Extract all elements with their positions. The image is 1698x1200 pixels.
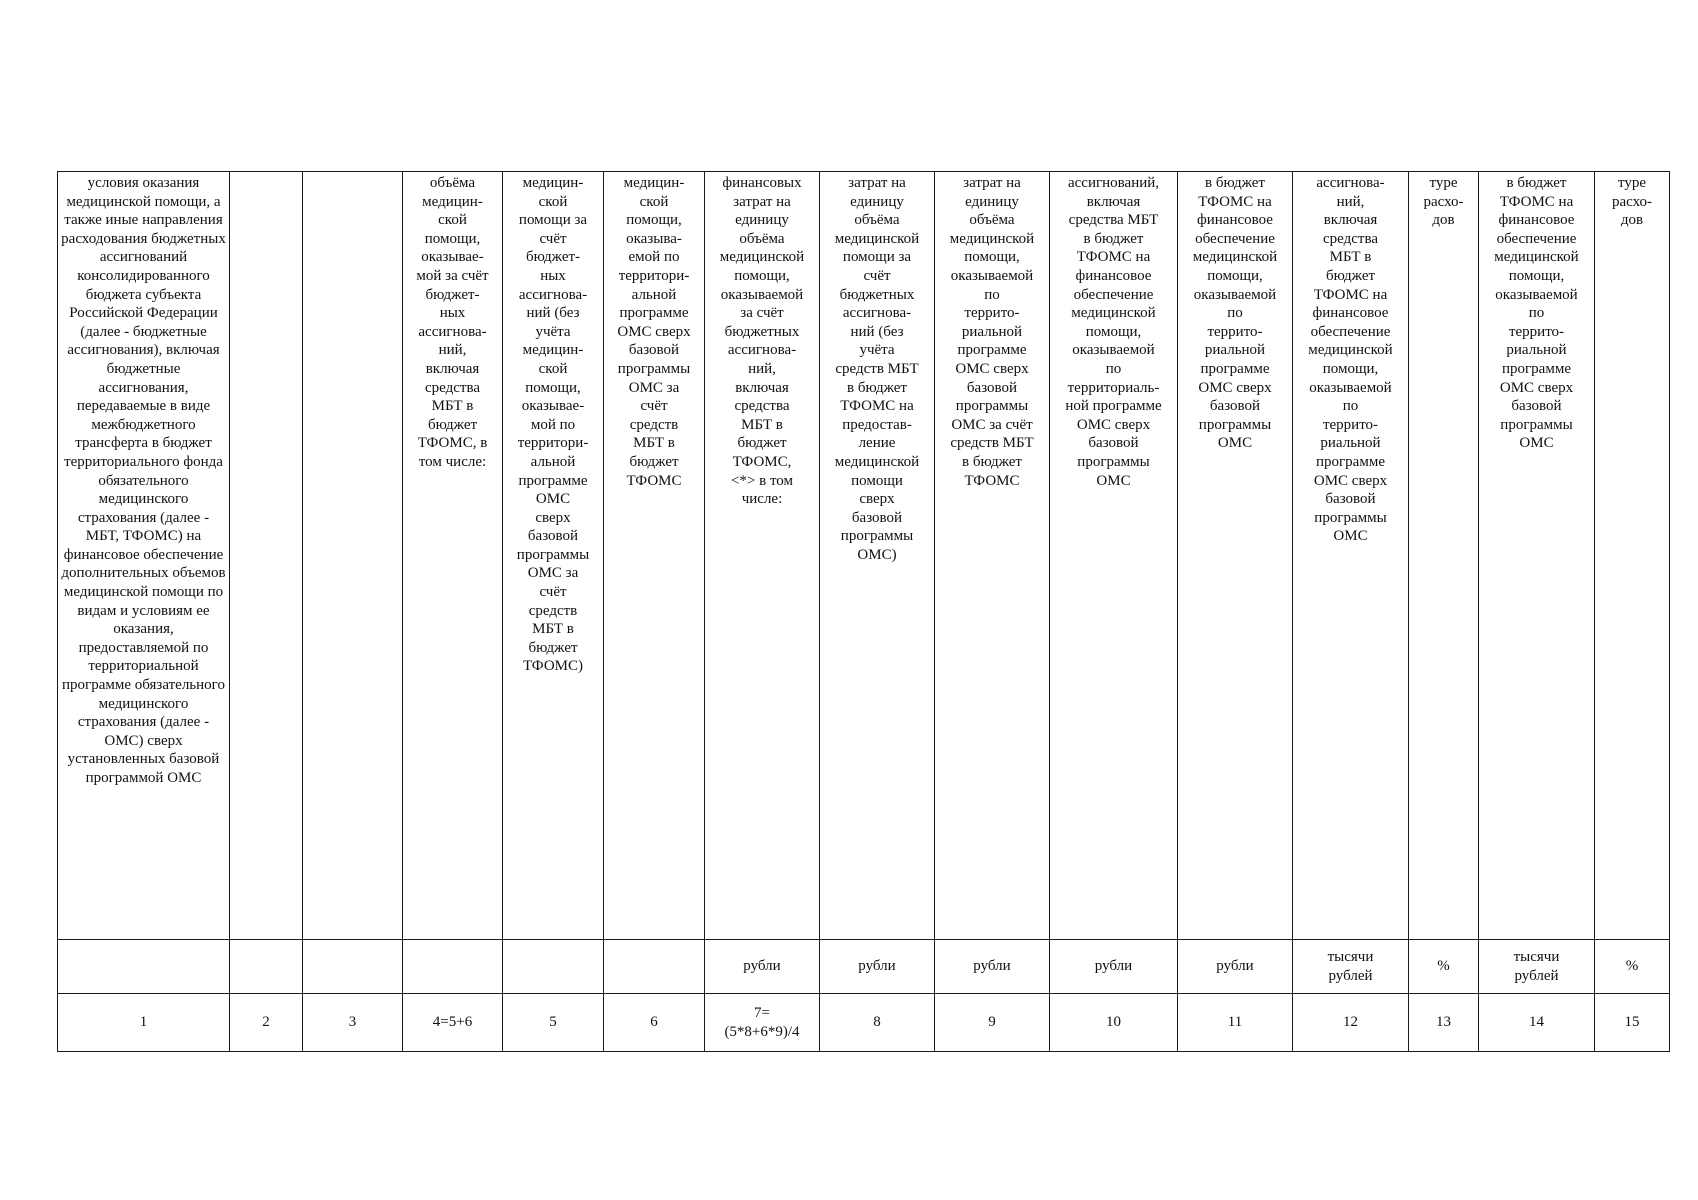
column-number-cell: 8 bbox=[820, 994, 935, 1052]
table-column-numbers-row bbox=[58, 994, 1670, 1052]
header-cell: в бюджет ТФОМС на финансовое обеспечение медицинской помощи, оказываемой по террито- риальной программе ОМС сверх базовой программы ОМС bbox=[1178, 172, 1293, 940]
unit-cell bbox=[503, 940, 604, 994]
header-cell: финансовых затрат на единицу объёма медицинской помощи, оказываемой за счёт бюджетных ассигнова- ний, включая средства МБТ в бюджет ТФОМС, <*> в том числе: bbox=[705, 172, 820, 940]
column-number-cell: 13 bbox=[1409, 994, 1479, 1052]
unit-cell: тысячи рублей bbox=[1293, 940, 1409, 994]
header-cell: объёма медицин- ской помощи, оказывае- мой за счёт бюджет- ных ассигнова- ний, включая средства МБТ в бюджет ТФОМС, в том числе: bbox=[403, 172, 503, 940]
column-number-cell: 2 bbox=[230, 994, 303, 1052]
table-units-row bbox=[58, 940, 1670, 994]
unit-cell: рубли bbox=[935, 940, 1050, 994]
column-number-cell: 7= (5*8+6*9)/4 bbox=[705, 994, 820, 1052]
column-number-cell: 15 bbox=[1595, 994, 1670, 1052]
table-header-row bbox=[58, 172, 1670, 940]
header-cell: условия оказания медицинской помощи, а также иные направления расходования бюджетных ассигнований консолидированного бюджета субъекта Российской Федерации (далее - бюджетные ассигнования), включая бюджетные ассигнования, передаваемые в виде межбюджетного трансферта в бюджет территориального фонда обязательного медицинского страхования (далее - МБТ, ТФОМС) на финансовое обеспечение дополнительных объемов медицинской помощи по видам и условиям ее оказания, предоставляемой по территориальной программе обязательного медицинского страхования (далее - ОМС) сверх установленных базовой программой ОМС bbox=[58, 172, 230, 940]
header-cell: ассигнований, включая средства МБТ в бюджет ТФОМС на финансовое обеспечение медицинской помощи, оказываемой по территориаль- ной программе ОМС сверх базовой программы ОМС bbox=[1050, 172, 1178, 940]
header-cell: затрат на единицу объёма медицинской помощи за счёт бюджетных ассигнова- ний (без учёта средств МБТ в бюджет ТФОМС на предостав- ление медицинской помощи сверх базовой программы ОМС) bbox=[820, 172, 935, 940]
unit-cell: % bbox=[1595, 940, 1670, 994]
column-number-cell: 10 bbox=[1050, 994, 1178, 1052]
column-number-cell: 3 bbox=[303, 994, 403, 1052]
column-number-cell: 1 bbox=[58, 994, 230, 1052]
unit-cell bbox=[303, 940, 403, 994]
column-number-cell: 14 bbox=[1479, 994, 1595, 1052]
column-number-cell: 5 bbox=[503, 994, 604, 1052]
unit-cell bbox=[403, 940, 503, 994]
unit-cell: % bbox=[1409, 940, 1479, 994]
unit-cell bbox=[604, 940, 705, 994]
column-number-cell: 11 bbox=[1178, 994, 1293, 1052]
header-cell: туре расхо- дов bbox=[1409, 172, 1479, 940]
unit-cell: тысячи рублей bbox=[1479, 940, 1595, 994]
header-cell: затрат на единицу объёма медицинской помощи, оказываемой по террито- риальной программе ОМС сверх базовой программы ОМС за счёт средств МБТ в бюджет ТФОМС bbox=[935, 172, 1050, 940]
header-cell: в бюджет ТФОМС на финансовое обеспечение медицинской помощи, оказываемой по террито- риальной программе ОМС сверх базовой программы ОМС bbox=[1479, 172, 1595, 940]
header-cell: медицин- ской помощи за счёт бюджет- ных ассигнова- ний (без учёта медицин- ской помощи, оказывае- мой по территори- альной программе ОМС сверх базовой программы ОМС за счёт средств МБТ в бюджет ТФОМС) bbox=[503, 172, 604, 940]
header-cell: медицин- ской помощи, оказыва- емой по территори- альной программе ОМС сверх базовой программы ОМС за счёт средств МБТ в бюджет ТФОМС bbox=[604, 172, 705, 940]
header-cell bbox=[230, 172, 303, 940]
budget-table bbox=[57, 171, 1670, 1052]
unit-cell: рубли bbox=[1050, 940, 1178, 994]
column-number-cell: 4=5+6 bbox=[403, 994, 503, 1052]
unit-cell: рубли bbox=[705, 940, 820, 994]
column-number-cell: 6 bbox=[604, 994, 705, 1052]
header-cell: туре расхо- дов bbox=[1595, 172, 1670, 940]
column-number-cell: 9 bbox=[935, 994, 1050, 1052]
column-number-cell: 12 bbox=[1293, 994, 1409, 1052]
header-cell: ассигнова- ний, включая средства МБТ в бюджет ТФОМС на финансовое обеспечение медицинской помощи, оказываемой по террито- риальной программе ОМС сверх базовой программы ОМС bbox=[1293, 172, 1409, 940]
unit-cell bbox=[230, 940, 303, 994]
header-cell bbox=[303, 172, 403, 940]
unit-cell bbox=[58, 940, 230, 994]
unit-cell: рубли bbox=[1178, 940, 1293, 994]
unit-cell: рубли bbox=[820, 940, 935, 994]
